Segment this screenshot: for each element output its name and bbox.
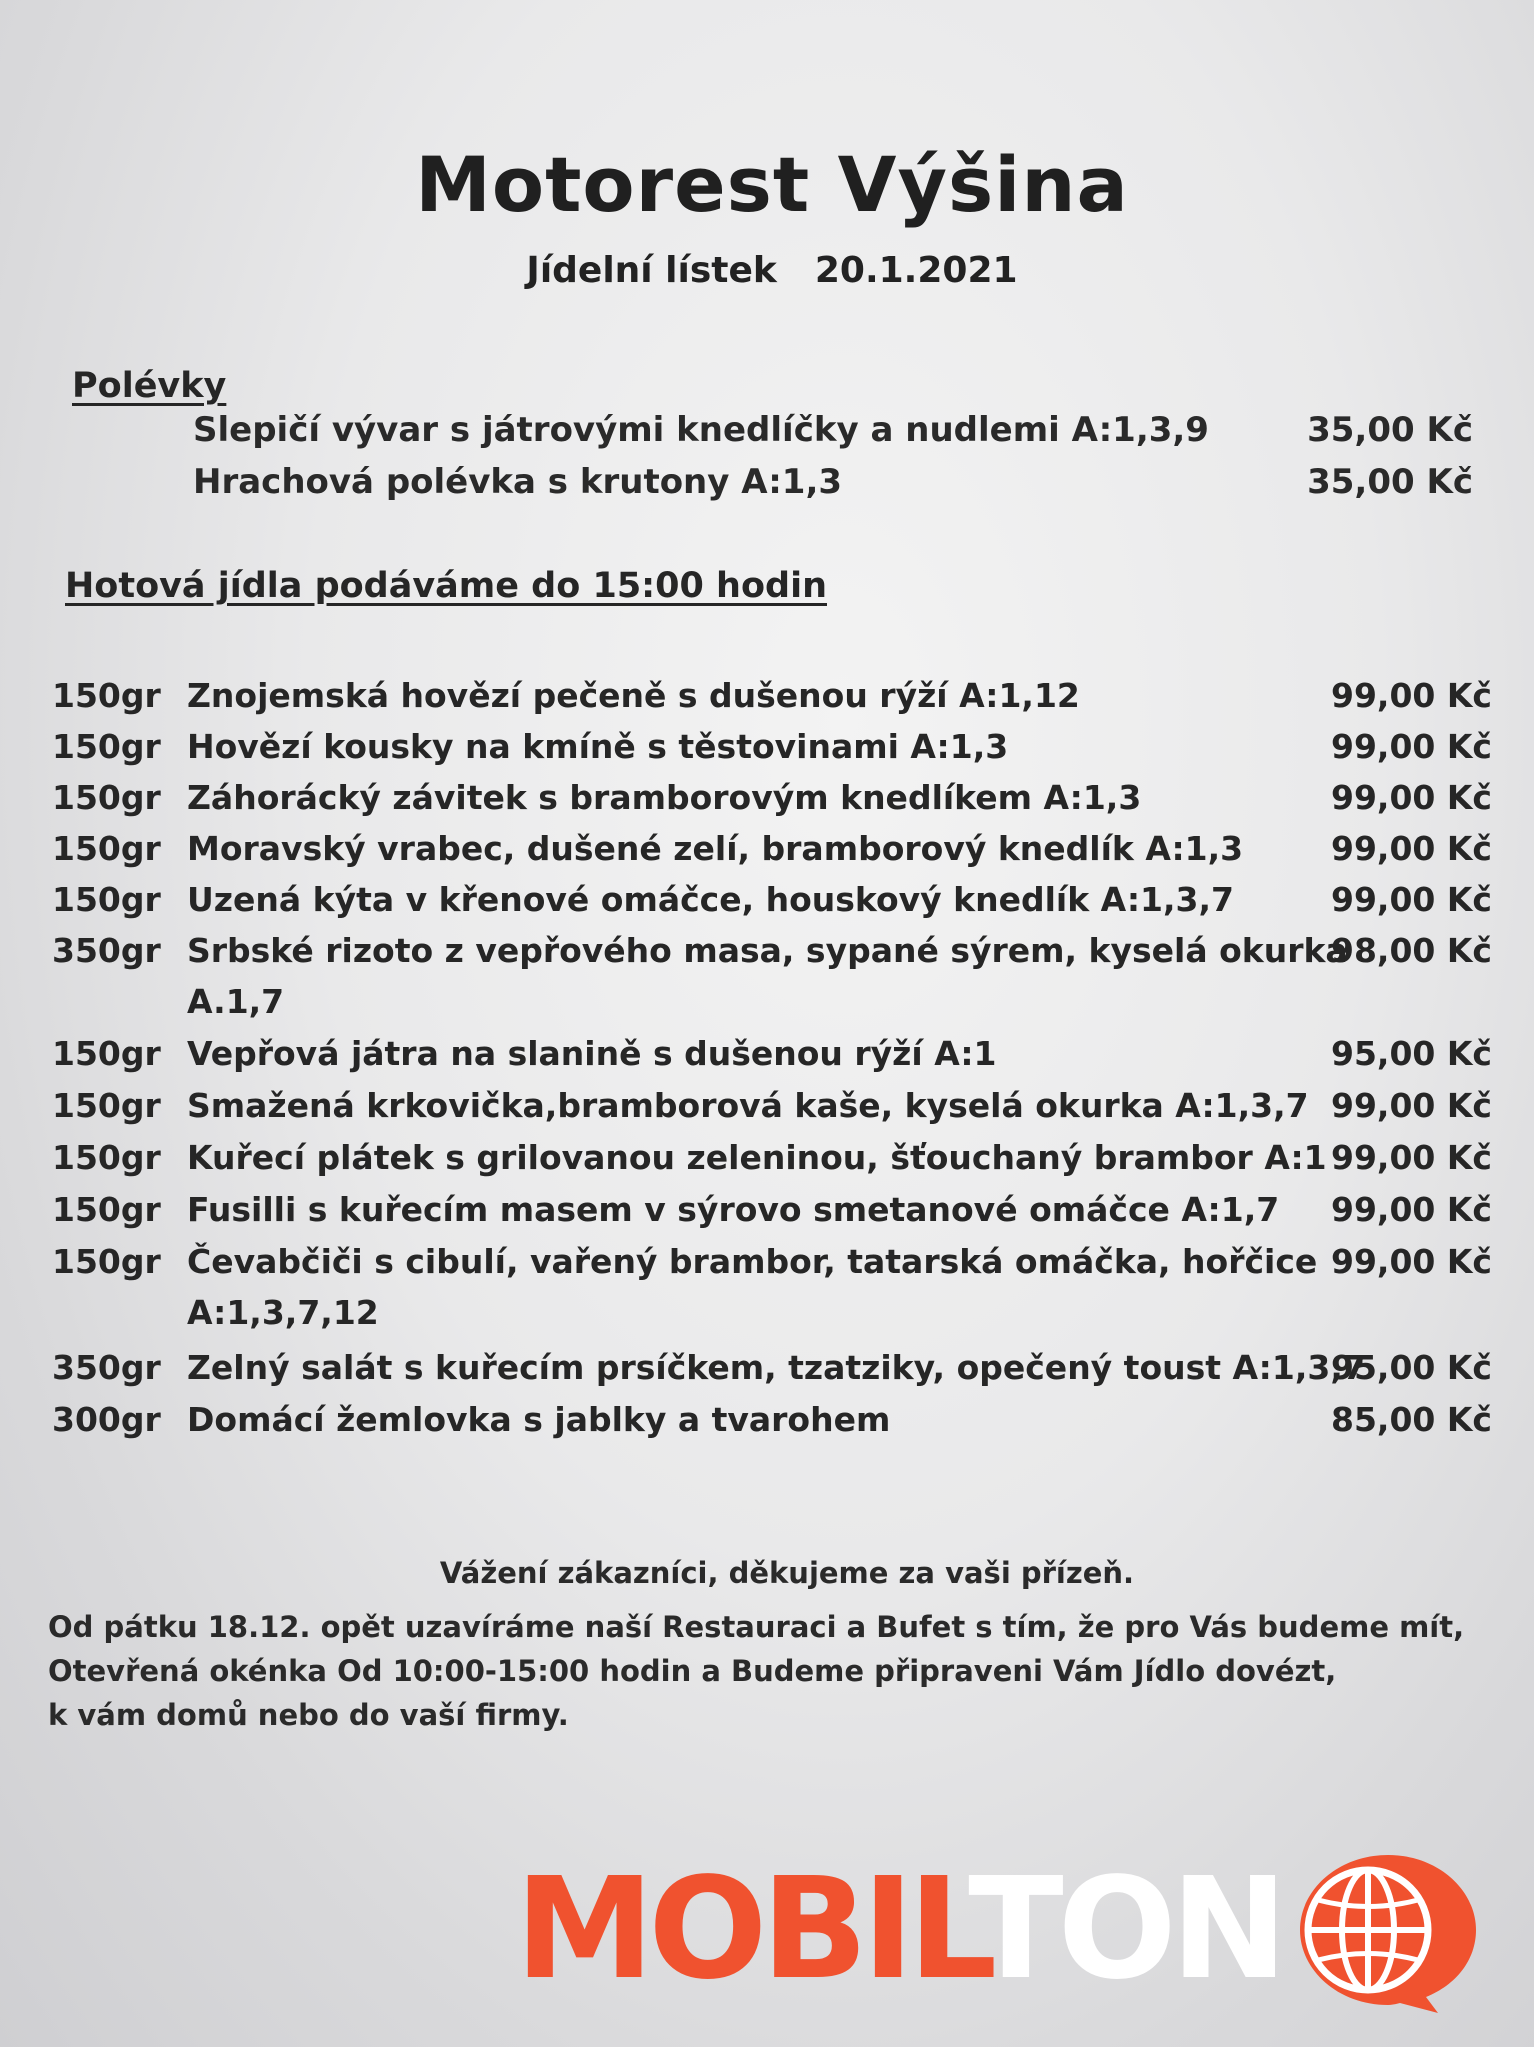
dish-weight: 150gr	[52, 880, 161, 919]
dish-weight: 150gr	[52, 1138, 161, 1177]
dish-name: Smažená krkovička,bramborová kaše, kyselá okurka A:1,3,7	[187, 1086, 1309, 1125]
notice-line: k vám domů nebo do vaší firmy.	[48, 1698, 569, 1732]
soups-heading: Polévky	[72, 366, 227, 406]
watermark-logo	[515, 1850, 1483, 2010]
dish-name: Znojemská hovězí pečeně s dušenou rýží A:1,12	[187, 676, 1080, 715]
soup-item	[193, 410, 1473, 450]
dish-price: 98,00 Kč	[1330, 931, 1492, 970]
dish-name: Hovězí kousky na kmíně s těstovinami A:1,3	[187, 727, 1009, 766]
meals-heading: Hotová jídla podáváme do 15:00 hodin	[65, 566, 827, 606]
dish-price: 99,00 Kč	[1330, 778, 1492, 817]
globe-speech-bubble-icon	[1288, 1845, 1483, 2015]
dish-price: 85,00 Kč	[1330, 1400, 1492, 1439]
notice-greeting: Vážení zákazníci, děkujeme za vaši přízeň.	[439, 1556, 1135, 1590]
dish-weight: 300gr	[52, 1400, 161, 1439]
dish-name: Fusilli s kuřecím masem v sýrovo smetanové omáčce A:1,7	[187, 1190, 1280, 1229]
dish-name: Vepřová játra na slanině s dušenou rýží A:1	[187, 1034, 997, 1073]
dish-price: 99,00 Kč	[1330, 1190, 1492, 1229]
dish-price: 99,00 Kč	[1330, 1086, 1492, 1125]
soup-name: Hrachová polévka s krutony A:1,3	[193, 462, 843, 502]
soup-price: 35,00 Kč	[1307, 462, 1473, 502]
dish-price: 99,00 Kč	[1330, 727, 1492, 766]
notice-line: Otevřená okénka Od 10:00-15:00 hodin a Budeme připraveni Vám Jídlo dovézt,	[48, 1654, 1337, 1688]
dish-weight: 150gr	[52, 1086, 161, 1125]
dish-weight: 350gr	[52, 1348, 161, 1387]
dish-weight: 150gr	[52, 829, 161, 868]
dish-name: Zelný salát s kuřecím prsíčkem, tzatziky, opečený toust A:1,3,7	[187, 1348, 1366, 1387]
dish-name: Čevabčiči s cibulí, vařený brambor, tatarská omáčka, hořčice	[187, 1242, 1318, 1281]
soup-price: 35,00 Kč	[1307, 410, 1473, 450]
dish-name: Srbské rizoto z vepřového masa, sypané sýrem, kyselá okurka	[187, 931, 1348, 970]
dish-price: 95,00 Kč	[1330, 1034, 1492, 1073]
dish-name: Moravský vrabec, dušené zelí, bramborový knedlík A:1,3	[187, 829, 1244, 868]
soup-name: Slepičí vývar s játrovými knedlíčky a nudlemi A:1,3,9	[193, 410, 1209, 450]
logo-text-mobil: MOBIL	[515, 1848, 969, 2011]
dish-name: Domácí žemlovka s jablky a tvarohem	[187, 1400, 891, 1439]
dish-allergens: A.1,7	[187, 982, 285, 1021]
dish-name: Uzená kýta v křenové omáčce, houskový knedlík A:1,3,7	[187, 880, 1234, 919]
restaurant-title: Motorest Výšina	[415, 140, 1129, 229]
notice-line: Od pátku 18.12. opět uzavíráme naší Restauraci a Bufet s tím, že pro Vás budeme mít,	[48, 1610, 1465, 1644]
menu-date: 20.1.2021	[814, 250, 1018, 291]
dish-weight: 150gr	[52, 778, 161, 817]
dish-price: 99,00 Kč	[1330, 829, 1492, 868]
logo-text-ton: TON	[968, 1848, 1282, 2011]
dish-price: 95,00 Kč	[1330, 1348, 1492, 1387]
dish-weight: 150gr	[52, 1242, 161, 1281]
dish-weight: 150gr	[52, 676, 161, 715]
dish-weight: 350gr	[52, 931, 161, 970]
dish-name: Záhorácký závitek s bramborovým knedlíkem A:1,3	[187, 778, 1142, 817]
dish-weight: 150gr	[52, 727, 161, 766]
dish-weight: 150gr	[52, 1034, 161, 1073]
soup-item	[193, 462, 1473, 502]
dish-weight: 150gr	[52, 1190, 161, 1229]
dish-name: Kuřecí plátek s grilovanou zeleninou, šťouchaný brambor A:1	[187, 1138, 1327, 1177]
dish-price: 99,00 Kč	[1330, 1138, 1492, 1177]
dish-price: 99,00 Kč	[1330, 880, 1492, 919]
menu-subtitle	[0, 250, 1534, 291]
menu-label: Jídelní lístek	[526, 250, 777, 291]
dish-price: 99,00 Kč	[1330, 1242, 1492, 1281]
dish-price: 99,00 Kč	[1330, 676, 1492, 715]
dish-allergens: A:1,3,7,12	[187, 1293, 379, 1332]
